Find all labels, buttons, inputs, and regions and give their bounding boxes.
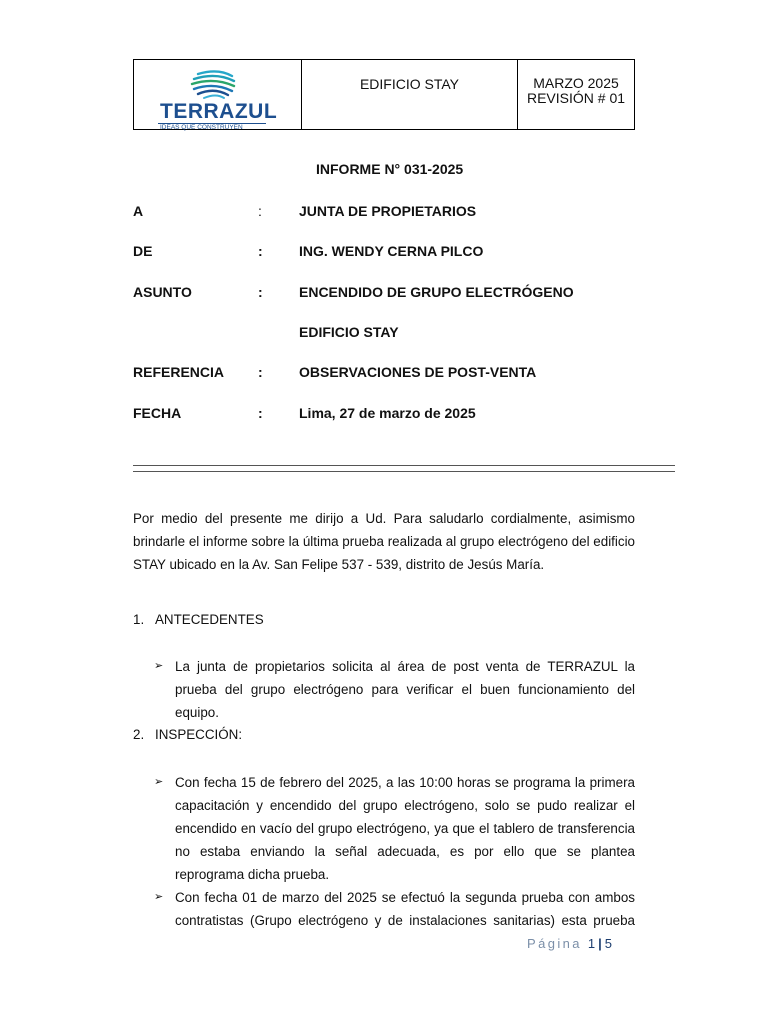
- meta-value: ING. WENDY CERNA PILCO: [299, 243, 484, 259]
- meta-value: Lima, 27 de marzo de 2025: [299, 405, 476, 421]
- page-separator: |: [598, 936, 602, 951]
- meta-label: FECHA: [133, 405, 182, 421]
- terrazul-logo: [158, 68, 278, 131]
- building-name: EDIFICIO STAY: [359, 76, 460, 92]
- bullet-text: Con fecha 01 de marzo del 2025 se efectuó la segunda prueba con ambos contratistas (Grupo electrógeno y de instalaciones sanitarias) esta prueba: [175, 890, 635, 928]
- logo-tagline: IDEAS QUE CONSTRUYEN: [160, 124, 243, 131]
- meta-value: EDIFICIO STAY: [299, 324, 399, 340]
- meta-label: REFERENCIA: [133, 364, 225, 380]
- bullet-item: [154, 886, 635, 932]
- meta-colon: :: [258, 364, 263, 380]
- page-number: 1: [587, 936, 596, 951]
- section-title: ANTECEDENTES: [155, 612, 264, 627]
- bullet-item: [154, 655, 635, 724]
- total-pages: 5: [604, 936, 613, 951]
- section-title: INSPECCIÓN:: [155, 727, 243, 742]
- meta-colon: :: [258, 405, 263, 421]
- bullet-text: Con fecha 15 de febrero del 2025, a las 10:00 horas se programa la primera capacitación y encendido del grupo electrógeno, solo se pudo realizar el encendido en vacío del grupo electrógeno, ya que el tablero de transferencia no estaba enviando la señal adecuada, es por ello que se plantea reprograma dicha prueba.: [175, 775, 635, 882]
- page-footer: [527, 936, 612, 951]
- bullet-text: La junta de propietarios solicita al área de post venta de TERRAZUL la prueba del grupo electrógeno para verificar el buen funcionamiento del equipo.: [175, 659, 635, 720]
- header-revision: REVISIÓN # 01: [526, 90, 626, 106]
- meta-colon: :: [258, 243, 263, 259]
- section-heading-antecedentes: [133, 612, 264, 627]
- logo-name: TERRAZUL: [160, 100, 278, 123]
- meta-colon: :: [258, 203, 262, 219]
- meta-label: DE: [133, 243, 153, 259]
- arrow-bullet-icon: ➢: [154, 660, 164, 672]
- meta-label: A: [133, 203, 144, 219]
- document-header-table: [133, 59, 635, 130]
- revision-cell: [518, 60, 634, 129]
- meta-value: JUNTA DE PROPIETARIOS: [299, 203, 477, 219]
- intro-paragraph: Por medio del presente me dirijo a Ud. Para saludarlo cordialmente, asimismo brindarle el informe sobre la última prueba realizada al grupo electrógeno del edificio STAY ubicado en la Av. San Felipe 537 - 539, distrito de Jesús María.: [133, 511, 635, 572]
- section-number: 2.: [133, 727, 145, 742]
- meta-value: OBSERVACIONES DE POST-VENTA: [299, 364, 537, 380]
- meta-value: ENCENDIDO DE GRUPO ELECTRÓGENO: [299, 284, 574, 300]
- section-number: 1.: [133, 612, 145, 627]
- bullet-item: [154, 771, 635, 886]
- logo-cell: [134, 60, 302, 129]
- meta-label: ASUNTO: [133, 284, 192, 300]
- meta-colon: :: [258, 284, 263, 300]
- building-cell: [302, 60, 518, 129]
- section-heading-inspeccion: [133, 727, 242, 742]
- separator-line: [133, 465, 675, 466]
- arrow-bullet-icon: ➢: [154, 891, 164, 903]
- page-word: Página: [527, 936, 582, 951]
- arrow-bullet-icon: ➢: [154, 776, 164, 788]
- report-title: INFORME N° 031-2025: [316, 161, 464, 177]
- header-date: MARZO 2025: [533, 75, 619, 91]
- separator-line: [133, 471, 675, 472]
